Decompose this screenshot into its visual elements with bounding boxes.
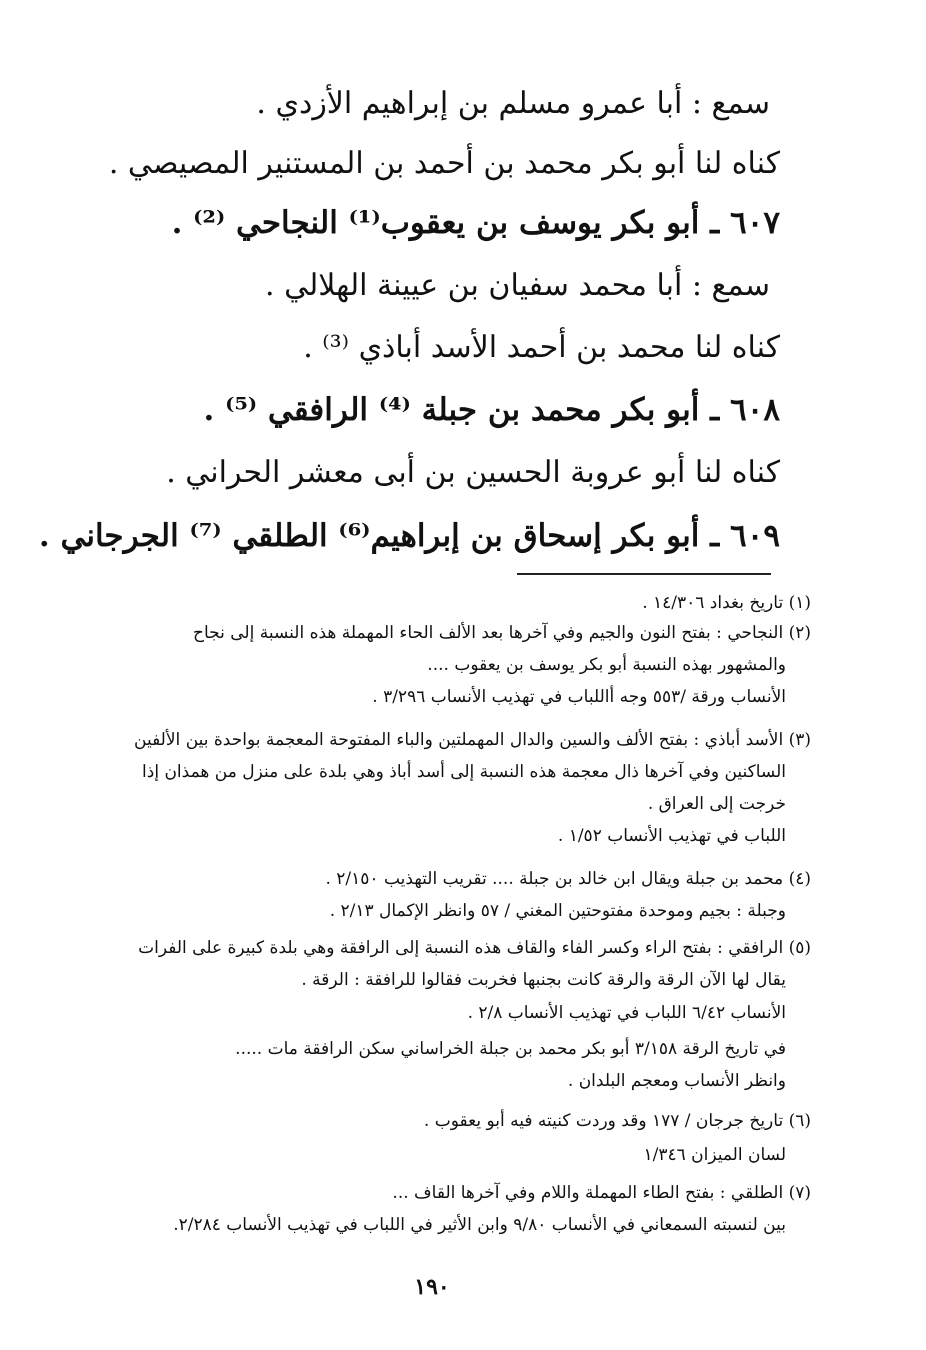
entry-heading-607: ٦٠٧ ـ أبو بكر يوسف بن يعقوب⁽¹⁾ النجاحي ⁽²⁾ . <box>171 205 780 241</box>
footnote-5-cont: في تاريخ الرقة ٣/١٥٨ أبو بكر محمد بن جبلة الخراساني سكن الرافقة مات ..... <box>235 1039 786 1059</box>
footnote-7: (٧) الطلقي : بفتح الطاء المهملة واللام وفي آخرها القاف ... <box>392 1183 811 1203</box>
footnote-3-cont: الساكنين وفي آخرها ذال معجمة هذه النسبة إلى أسد أباذ وهي بلدة على منزل من همذان إذا <box>142 762 786 782</box>
footnote-5-cont: يقال لها الآن الرقة والرقة كانت بجنبها فخربت فقالوا للرافقة : الرقة . <box>301 970 786 990</box>
page-number: ١٩٠ <box>414 1274 450 1300</box>
footnote-5-cont: وانظر الأنساب ومعجم البلدان . <box>567 1071 786 1091</box>
footnote-2-cont: الأنساب ورقة /٥٥٣ وجه أاللباب في تهذيب الأنساب ٣/٢٩٦ . <box>372 687 786 707</box>
footnote-4: (٤) محمد بن جبلة ويقال ابن خالد بن جبلة .... تقريب التهذيب ٢/١٥٠ . <box>325 869 811 889</box>
entry-line: كناه لنا أبو بكر محمد بن أحمد بن المستنير المصيصي . <box>108 146 780 181</box>
entry-line: كناه لنا محمد بن أحمد الأسد أباذي ⁽³⁾ . <box>303 330 780 365</box>
footnote-3: (٣) الأسد أباذي : بفتح الألف والسين والدال المهملتين والباء المفتوحة المعجمة بواحدة بين الألفين <box>134 730 811 750</box>
footnote-7-cont: بين لنسبته السمعاني في الأنساب ٩/٨٠ وابن الأثير في اللباب في تهذيب الأنساب ٢/٢٨٤. <box>173 1215 786 1235</box>
entry-heading-609: ٦٠٩ ـ أبو بكر إسحاق بن إبراهيم⁽⁶⁾ الطلقي ⁽⁷⁾ الجرجاني . <box>38 518 780 554</box>
footnote-6-cont: لسان الميزان ١/٣٤٦ <box>643 1145 786 1165</box>
footnote-2-cont: والمشهور بهذه النسبة أبو بكر يوسف بن يعقوب .... <box>427 655 786 675</box>
entry-line: سمع : أبا محمد سفيان بن عيينة الهلالي . <box>265 268 770 303</box>
footnote-5: (٥) الرافقي : بفتح الراء وكسر الفاء والقاف هذه النسبة إلى الرافقة وهي بلدة كبيرة على الفرات <box>138 938 811 958</box>
footnote-2: (٢) النجاحي : بفتح النون والجيم وفي آخرها بعد الألف الحاء المهملة هذه النسبة إلى نجاح <box>193 623 811 643</box>
footnote-3-cont: خرجت إلى العراق . <box>647 794 786 814</box>
entry-heading-608: ٦٠٨ ـ أبو بكر محمد بن جبلة ⁽⁴⁾ الرافقي ⁽⁵⁾ . <box>203 392 780 428</box>
footnote-1: (١) تاريخ بغداد ١٤/٣٠٦ . <box>642 593 811 613</box>
footnote-5-cont: الأنساب ٦/٤٢ اللباب في تهذيب الأنساب ٢/٨ . <box>467 1003 786 1023</box>
footnote-separator <box>517 573 771 575</box>
entry-line: كناه لنا أبو عروبة الحسين بن أبى معشر الحراني . <box>166 455 780 490</box>
entry-line: سمع : أبا عمرو مسلم بن إبراهيم الأزدي . <box>256 86 770 121</box>
footnote-6: (٦) تاريخ جرجان / ١٧٧ وقد وردت كنيته فيه أبو يعقوب . <box>423 1111 811 1131</box>
footnote-4-cont: وجبلة : بجيم وموحدة مفتوحتين المغني / ٥٧ وانظر الإكمال ٢/١٣ . <box>329 901 786 921</box>
footnote-3-cont: اللباب في تهذيب الأنساب ١/٥٢ . <box>557 826 786 846</box>
